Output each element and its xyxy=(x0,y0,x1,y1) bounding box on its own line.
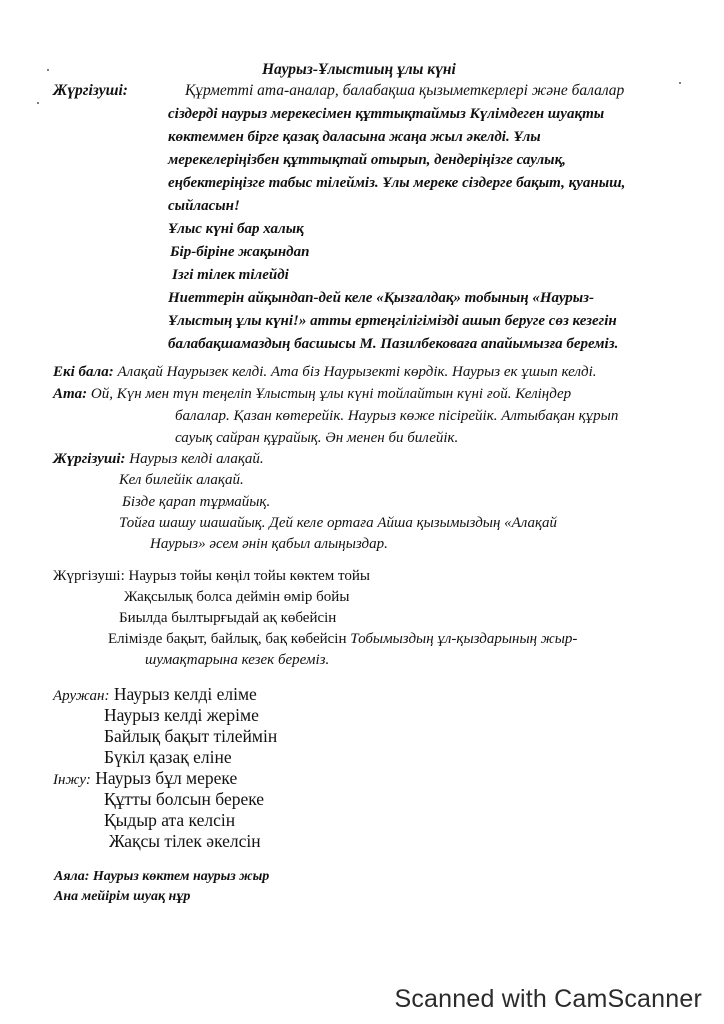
speaker-label: Інжу: xyxy=(53,772,91,788)
text-line: Биылда былтырғыдай ақ көбейсін xyxy=(119,610,337,626)
text-line: Ниеттерін айқындап-дей келе «Қызғалдақ» тобының «Наурыз- xyxy=(168,290,595,306)
text-line: көктеммен бірге қазақ даласына жаңа жыл әкелді. Ұлы xyxy=(168,129,541,145)
poem-line: Байлық бақыт тілеймін xyxy=(104,726,278,746)
poem-line: Қыдыр ата келсін xyxy=(104,810,236,830)
poem-text: Наурыз келді еліме xyxy=(113,684,257,704)
text-line: балабақшамаздың басшысы М. Пазилбековаға апайымызға береміз. xyxy=(168,336,619,352)
dialogue-text: сауық сайран құрайық. Ән менен би билейік. xyxy=(175,430,459,446)
text-line: Наурыз» әсем әнін қабыл алыңыздар. xyxy=(150,536,388,552)
text-line: еңбектеріңізге табыс тілейміз. Ұлы мереке сіздерге бақыт, қуаныш, xyxy=(168,175,626,191)
dialogue-line xyxy=(53,568,370,585)
dialogue-line xyxy=(53,386,571,403)
poem-line: Құтты болсын береке xyxy=(104,789,265,809)
text-line: шумақтарына кезек береміз. xyxy=(145,652,330,668)
text-line: Аяла: Наурыз көктем наурыз жыр xyxy=(54,869,270,884)
speaker-label: Ата: xyxy=(53,386,88,402)
dialogue-text: Алақай Наурызек келді. Ата біз Наурызекті көрдік. Наурыз ек ұшып келді. xyxy=(117,364,597,380)
speaker-label: Аружан: xyxy=(53,688,110,704)
text-line: Жақсылық болса деймін өмір бойы xyxy=(124,589,350,605)
poem-line: Наурыз келді жеріме xyxy=(104,705,259,725)
text-line: сіздерді наурыз мерекесімен құттықтаймыз Күлімдеген шуақты xyxy=(168,106,605,122)
text-line xyxy=(108,631,577,648)
speaker-label: Жүргізуші: xyxy=(53,82,128,99)
poem-line xyxy=(53,684,257,705)
poem-line: Бүкіл қазақ еліне xyxy=(104,747,232,767)
dialogue-text: Наурыз тойы көңіл тойы көктем тойы xyxy=(128,568,370,584)
poem-text: Наурыз бұл мереке xyxy=(95,768,238,788)
text-line: Тойға шашу шашайық. Дей келе ортаға Айша қызымыздың «Алақай xyxy=(119,515,558,531)
text-line-italic: Тобымыздың ұл-қыздарының жыр- xyxy=(350,631,578,647)
scan-speck xyxy=(37,102,39,104)
poem-line xyxy=(53,768,237,789)
text-line: Бізде қарап тұрмайық. xyxy=(122,494,271,510)
text-line: Кел билейік алақай. xyxy=(119,472,244,488)
text-line-regular: Елімізде бақыт, байлық, бақ көбейсін xyxy=(108,631,347,647)
dialogue-text: Наурыз келді алақай. xyxy=(129,451,264,467)
text-line: Ұлыс күні бар халық xyxy=(168,221,304,237)
text-line: Ұлыстың ұлы күні!» атты ертеңгілігімізді ашып беруге сөз кезегін xyxy=(168,313,617,329)
scan-speck xyxy=(47,69,49,71)
poem-line: Жақсы тілек әкелсін xyxy=(109,831,261,851)
dialogue-text: балалар. Қазан көтерейік. Наурыз көже пісірейік. Алтыбақан құрып xyxy=(175,408,619,424)
speaker-label: Жүргізуші: xyxy=(53,568,125,584)
page-title: Наурыз-Ұлыстиың ұлы күні xyxy=(262,61,456,78)
text-line: Ізгі тілек тілейді xyxy=(172,267,289,283)
dialogue-line xyxy=(53,451,264,468)
speaker-label: Жүргізуші: xyxy=(53,451,126,467)
camscanner-watermark: Scanned with CamScanner xyxy=(394,985,702,1013)
text-line: Ана мейірім шуақ нұр xyxy=(54,889,191,904)
dialogue-text: Ой, Күн мен түн теңеліп Ұлыстың ұлы күні тойлайтын күні ғой. Келіңдер xyxy=(90,386,572,402)
text-line: Бір-біріне жақындап xyxy=(170,244,310,260)
text-line: мерекелеріңізбен құттықтай отырып, дендеріңізге саулық, xyxy=(168,152,566,168)
text-line: сыйласын! xyxy=(168,198,240,214)
scan-speck xyxy=(679,82,681,84)
speaker-label: Екі бала: xyxy=(53,364,114,380)
text-line: Құрметті ата-аналар, балабақша қызыметкерлері және балалар xyxy=(185,82,625,99)
dialogue-line xyxy=(53,364,597,381)
